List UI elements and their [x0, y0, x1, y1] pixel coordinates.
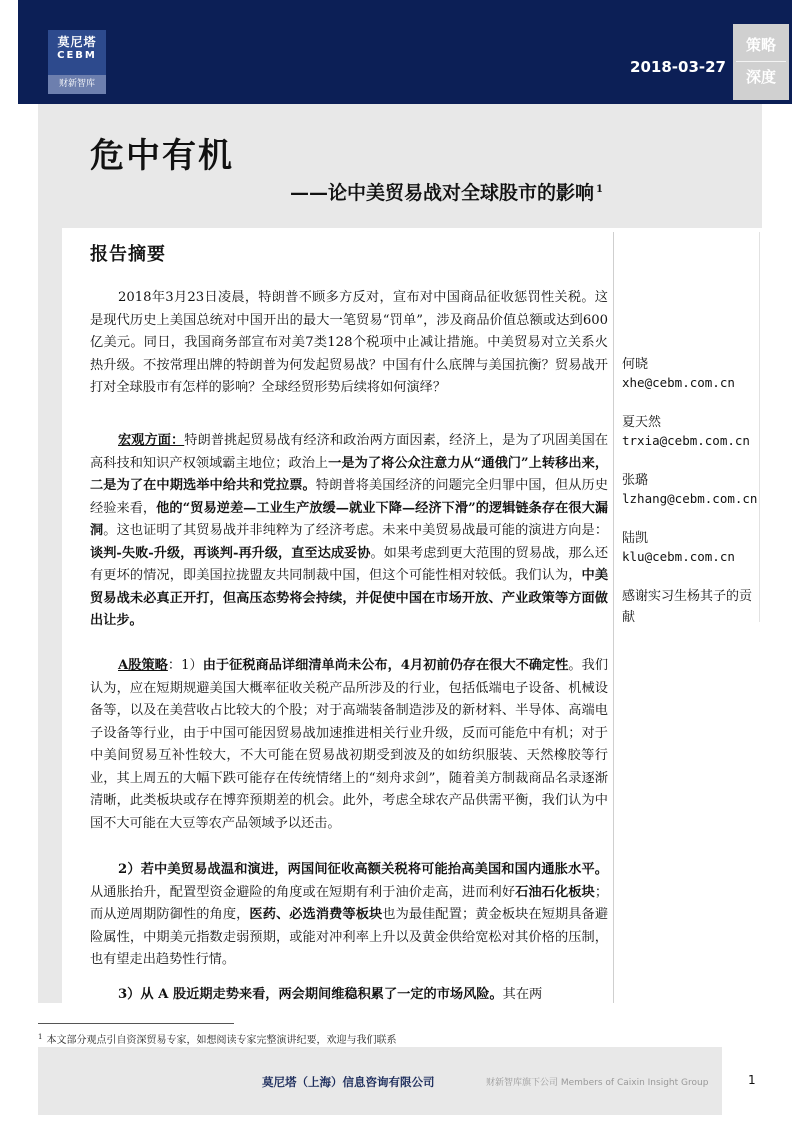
author-1	[622, 356, 735, 392]
author-2	[622, 414, 750, 450]
author-4	[622, 530, 735, 566]
logo-en-text: CEBM	[57, 50, 97, 61]
footnote-ref: 1	[596, 183, 603, 195]
acknowledgement: 感谢实习生杨其子的贡献	[622, 589, 753, 625]
author-name: 夏天然	[622, 415, 662, 430]
badge-divider	[736, 61, 786, 62]
author-email[interactable]: trxia@cebm.com.cn	[622, 433, 750, 448]
paragraph-point-2: 2）若中美贸易战温和演进，两国间征收高额关税将可能抬高美国和国内通胀水平。从通胀抬升，配置型资金避险的角度或在短期有利于油价走高，进而利好石油石化板块；而从逆周期防御性的角度，医药、必选消费等板块也为最佳配置；黄金板块在短期具备避险属性，中期美元指数走弱预期，或能对冲利率上升以及黄金供给宽松对其价格的压制，也有望走出趋势性行情。	[90, 862, 609, 967]
paragraph-a-share: A股策略：1）由于征税商品详细清单尚未公布，4月初前仍存在很大不确定性。我们认为，应在短期规避美国大概率征收关税产品所涉及的行业，包括低端电子设备、机械设备等，以及在美营收占比较大的个股；对于高端装备制造涉及的新材料、半导体、高端电子设备等行业，由于中国可能因贸易战加速推进相关行业升级，反而可能危中有机；对于中美间贸易互补性较大，不大可能在贸易战初期受到波及的如纺织服装、天然橡胶等行业，其上周五的大幅下跌可能存在传统情绪上的“刻舟求剑”，随着美方制裁商品名录逐渐清晰，此类板块或存在博弈预期差的机会。此外，考虑全球农产品供需平衡，我们认为中国不大可能在大豆等农产品领域予以还击。	[90, 658, 609, 831]
footer-group: 财新智库旗下公司 Members of Caixin Insight Group	[486, 1078, 709, 1088]
column-divider	[613, 232, 614, 1003]
footnote-number: 1	[38, 1032, 43, 1041]
logo-cn-text: 莫尼塔	[57, 35, 97, 49]
author-email[interactable]: klu@cebm.com.cn	[622, 549, 735, 564]
paragraph-point-3: 3）从 A 股近期走势来看，两会期间维稳积累了一定的市场风险。其在两	[118, 987, 543, 1002]
paragraph-macro: 宏观方面：特朗普挑起贸易战有经济和政治两方面因素，经济上，是为了巩固美国在高科技和知识产权领域霸主地位；政治上一是为了将公众注意力从“通俄门”上转移出来，二是为了在中期选举中给共和党拉票。特朗普将美国经济的问题完全归罪中国，但从历史经验来看，他的“贸易逆差—工业生产放缓—就业下降—经济下滑”的逻辑链条存在很大漏洞。这也证明了其贸易战并非纯粹为了经济考虑。未来中美贸易战最可能的演进方向是：谈判-失败-升级，再谈判-再升级，直至达成妥协。如果考虑到更大范围的贸易战，那么还有更坏的情况，即美国拉拢盟友共同制裁中国，但这个可能性相对较低。我们认为，中美贸易战未必真正开打，但高压态势将会持续，并促使中国在市场开放、产业政策等方面做出让步。	[90, 433, 609, 628]
page-number: 1	[748, 1073, 756, 1087]
report-type-line1: 策略	[745, 36, 776, 54]
author-email[interactable]: xhe@cebm.com.cn	[622, 375, 735, 390]
footer-company: 莫尼塔（上海）信息咨询有限公司	[262, 1075, 435, 1089]
author-3	[622, 472, 757, 508]
footnote-divider	[38, 1023, 234, 1024]
report-title: 危中有机	[90, 136, 234, 176]
cebm-logo	[48, 30, 106, 94]
author-email[interactable]: lzhang@cebm.com.cn	[622, 491, 758, 506]
author-name: 陆凯	[622, 531, 649, 546]
right-border	[759, 232, 760, 622]
section-title: 报告摘要	[90, 244, 166, 265]
header-bar	[18, 0, 792, 104]
paragraph-intro: 2018年3月23日凌晨，特朗普不顾多方反对，宣布对中国商品征收惩罚性关税。这是现代历史上美国总统对中国开出的最大一笔贸易“罚单”，涉及商品价值总额或达到600亿美元。同日，我国商务部宣布对美7类128个税项中止减让措施。中美贸易对立关系火热升级。不按常理出牌的特朗普为何发起贸易战？中国有什么底牌与美国抗衡？贸易战开打对全球股市有怎样的影响？全球经贸形势后续将如何演绎？	[90, 290, 608, 395]
macro-label: 宏观方面：	[118, 433, 185, 448]
footnote	[38, 1031, 396, 1046]
left-gray-strip	[38, 228, 62, 1003]
author-name: 何晓	[622, 357, 649, 372]
report-type-line2: 深度	[745, 68, 776, 86]
author-name: 张璐	[622, 473, 649, 488]
a-share-label: A股策略	[118, 658, 168, 673]
report-date: 2018-03-27	[630, 58, 726, 76]
report-subtitle	[290, 178, 603, 205]
logo-sub-text: 财新智库	[48, 75, 106, 94]
subtitle-text: ——论中美贸易战对全球股市的影响	[290, 182, 595, 204]
footnote-text: 本文部分观点引自资深贸易专家，如想阅读专家完整演讲纪要，欢迎与我们联系	[46, 1035, 397, 1046]
